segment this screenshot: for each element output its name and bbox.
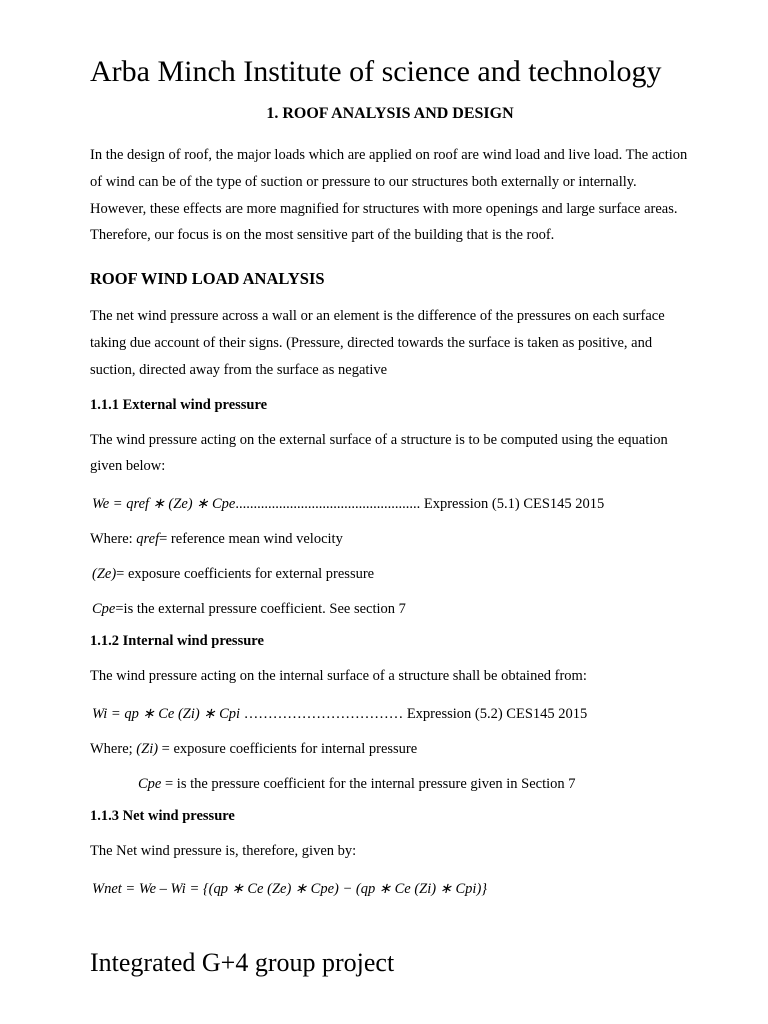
ze-definition: = exposure coefficients for external pressure (116, 566, 375, 583)
internal-equation (90, 703, 690, 725)
internal-where-cpe (90, 773, 690, 795)
wind-load-heading: ROOF WIND LOAD ANALYSIS (90, 269, 325, 289)
internal-where-zi (90, 738, 690, 760)
qref-definition: = reference mean wind velocity (159, 531, 343, 548)
zi-symbol: (Zi) (136, 740, 159, 757)
page-header: Arba Minch Institute of science and technology (90, 55, 662, 88)
internal-cpe-definition: = is the pressure coefficient for the internal pressure given in Section 7 (161, 775, 576, 792)
internal-equation-formula: Wi = qp ∗ Ce (Zi) ∗ Cpi (92, 705, 241, 722)
external-where-qref (90, 528, 690, 550)
intro-paragraph: In the design of roof, the major loads which are applied on roof are wind load and live load. The action of wind can be of the type of suction or pressure to our structures both externally or internally. However, these effects are more magnified for structures with more openings and large surface areas. Therefore, our focus is on the most sensitive part of the building that is the roof. (90, 147, 688, 244)
net-equation (90, 878, 690, 900)
zi-definition: = exposure coefficients for internal pressure (158, 740, 418, 757)
net-pressure-heading: 1.1.3 Net wind pressure (90, 807, 235, 824)
external-pressure-paragraph: The wind pressure acting on the external surface of a structure is to be computed using the equation given below: (90, 431, 668, 475)
where-label: Where: (90, 531, 137, 548)
internal-pressure-paragraph: The wind pressure acting on the internal surface of a structure shall be obtained from: (90, 668, 587, 685)
ze-symbol: (Ze) (92, 566, 117, 583)
internal-pressure-heading: 1.1.2 Internal wind pressure (90, 633, 264, 650)
external-where-ze (90, 563, 690, 585)
external-pressure-heading: 1.1.1 External wind pressure (90, 396, 268, 413)
cpe-definition: =is the external pressure coefficient. See section 7 (115, 601, 406, 618)
net-equation-formula: Wnet = We – Wi = {(qp ∗ Ce (Ze) ∗ Cpe) − (qp ∗ Ce (Zi) ∗ Cpi)} (92, 880, 488, 897)
external-equation-formula: We = qref ∗ (Ze) ∗ Cpe (92, 496, 236, 513)
external-equation-reference: ................................................... Expression (5.1) CES145 2015 (235, 496, 605, 513)
external-equation (90, 493, 690, 515)
net-pressure-paragraph: The Net wind pressure is, therefore, given by: (90, 842, 357, 859)
internal-cpe-symbol: Cpe (138, 775, 162, 792)
section-heading: 1. ROOF ANALYSIS AND DESIGN (266, 105, 514, 122)
qref-symbol: qref (136, 531, 160, 548)
wind-load-paragraph: The net wind pressure across a wall or an element is the difference of the pressures on each surface taking due account of their signs. (Pressure, directed towards the surface is taken as positive, and suction, directed away from the surface as negative (90, 308, 665, 378)
internal-equation-reference: …………………………… Expression (5.2) CES145 2015 (240, 705, 588, 722)
external-where-cpe (90, 598, 690, 620)
document-body (90, 100, 690, 900)
cpe-symbol: Cpe (92, 601, 116, 618)
page-footer: Integrated G+4 group project (90, 948, 395, 977)
internal-where-label: Where; (90, 740, 137, 757)
